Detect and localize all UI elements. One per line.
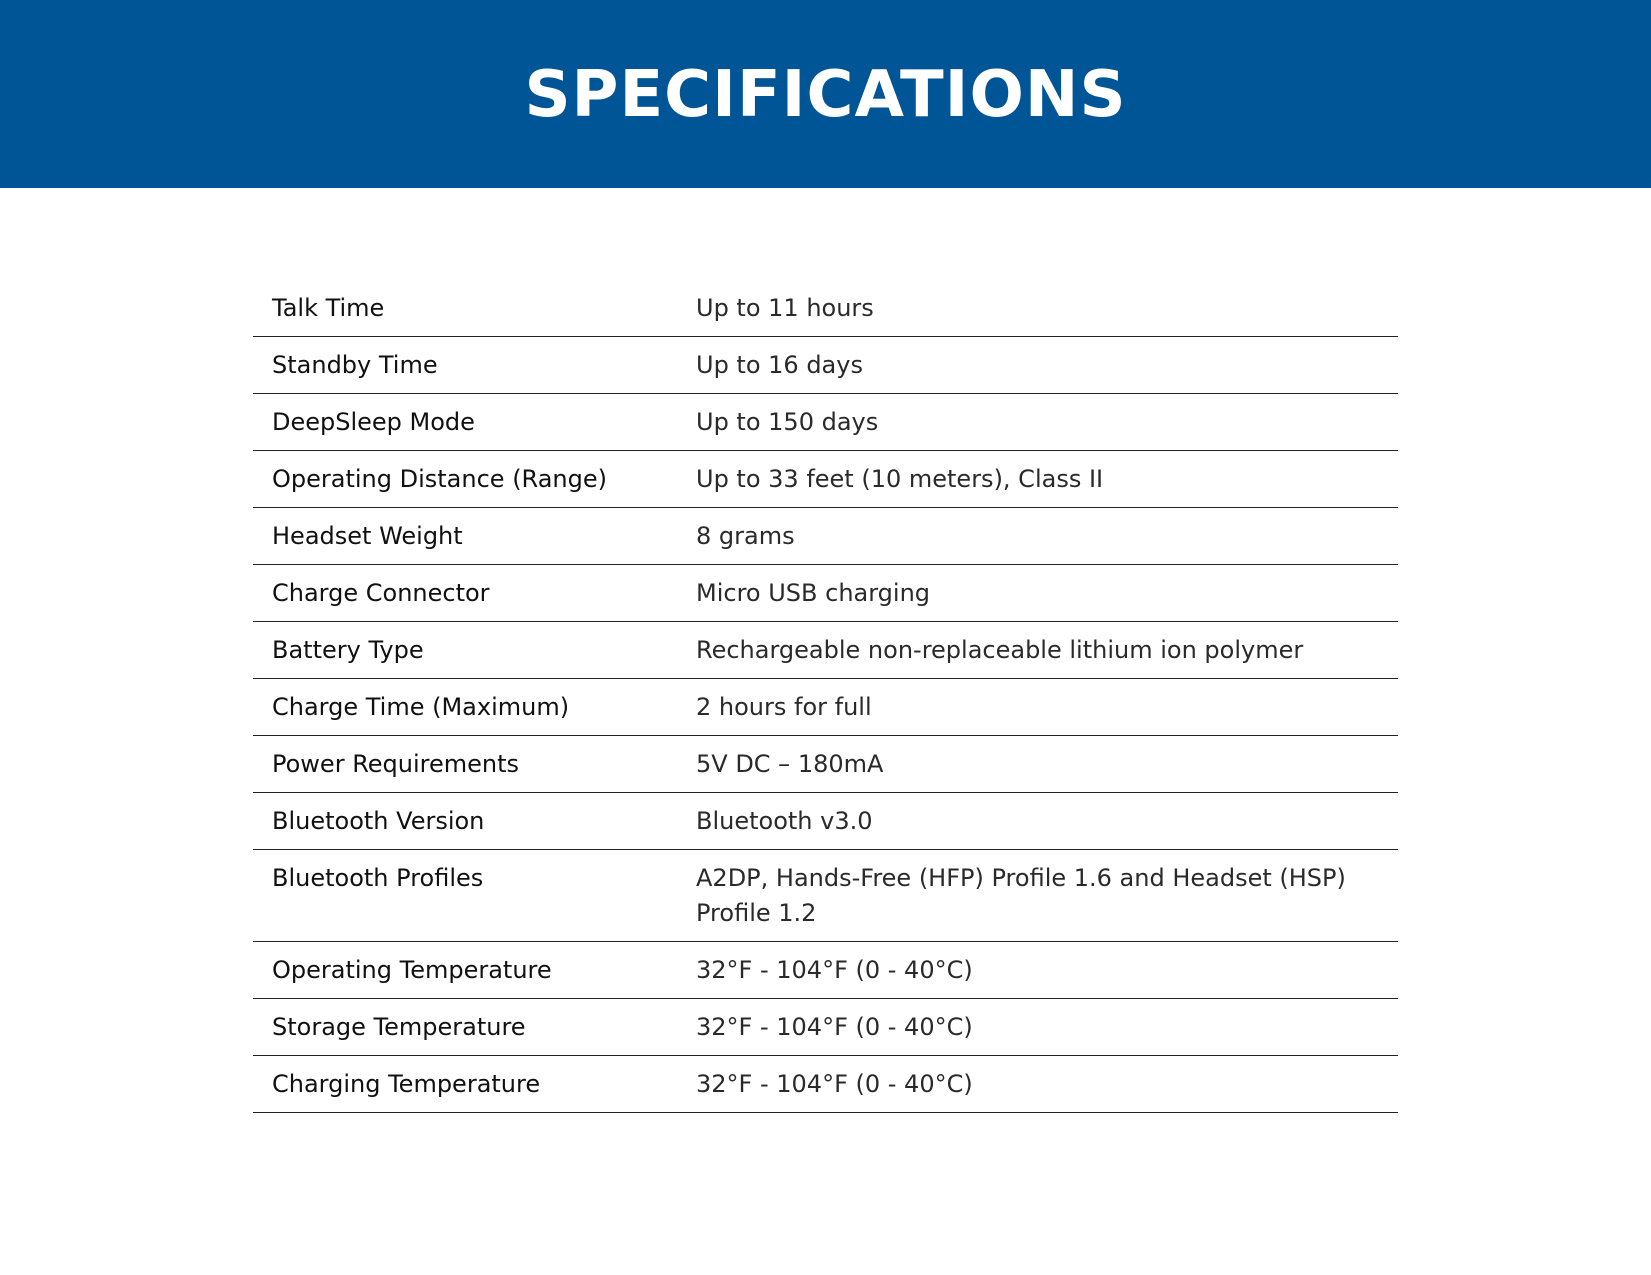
spec-row-charge-time — [253, 679, 1398, 736]
spec-label: Charge Time (Maximum) — [272, 693, 570, 721]
spec-label: Headset Weight — [272, 522, 463, 550]
spec-value: 32°F - 104°F (0 - 40°C) — [696, 1013, 973, 1041]
spec-row-power-requirements — [253, 736, 1398, 793]
spec-row-bluetooth-profiles — [253, 850, 1398, 942]
spec-row-deepsleep-mode — [253, 394, 1398, 451]
spec-value: 32°F - 104°F (0 - 40°C) — [696, 1070, 973, 1098]
spec-row-charge-connector — [253, 565, 1398, 622]
spec-row-battery-type — [253, 622, 1398, 679]
header-banner — [0, 0, 1651, 188]
spec-value: Micro USB charging — [696, 579, 931, 607]
spec-value: Rechargeable non-replaceable lithium ion polymer — [696, 636, 1304, 664]
spec-row-standby-time — [253, 337, 1398, 394]
spec-value: 2 hours for full — [696, 693, 872, 721]
spec-row-charging-temperature — [253, 1056, 1398, 1113]
spec-value: Up to 11 hours — [696, 294, 874, 322]
spec-row-operating-temperature — [253, 942, 1398, 999]
spec-label: Standby Time — [272, 351, 438, 379]
spec-label: Bluetooth Version — [272, 807, 485, 835]
spec-value: 32°F - 104°F (0 - 40°C) — [696, 956, 973, 984]
spec-label: Storage Temperature — [272, 1013, 526, 1041]
spec-label: Bluetooth Profiles — [272, 864, 484, 892]
spec-value: 8 grams — [696, 522, 795, 550]
spec-label: Battery Type — [272, 636, 424, 664]
spec-label: DeepSleep Mode — [272, 408, 475, 436]
spec-value: Bluetooth v3.0 — [696, 807, 873, 835]
spec-row-headset-weight — [253, 508, 1398, 565]
spec-label: Operating Distance (Range) — [272, 465, 607, 493]
spec-value: Up to 150 days — [696, 408, 879, 436]
spec-label: Operating Temperature — [272, 956, 552, 984]
spec-value: Up to 16 days — [696, 351, 863, 379]
spec-label: Power Requirements — [272, 750, 520, 778]
page-title: SPECIFICATIONS — [524, 58, 1127, 132]
specifications-table — [253, 280, 1398, 1113]
spec-row-storage-temperature — [253, 999, 1398, 1056]
spec-row-operating-distance — [253, 451, 1398, 508]
spec-value: Up to 33 feet (10 meters), Class II — [696, 465, 1104, 493]
spec-row-bluetooth-version — [253, 793, 1398, 850]
spec-value: 5V DC – 180mA — [696, 750, 884, 778]
spec-label: Charging Temperature — [272, 1070, 541, 1098]
spec-label: Charge Connector — [272, 579, 490, 607]
spec-label: Talk Time — [272, 294, 385, 322]
spec-value: A2DP, Hands-Free (HFP) Profile 1.6 and Headset (HSP) Profile 1.2 — [696, 864, 1346, 927]
spec-row-talk-time — [253, 280, 1398, 337]
